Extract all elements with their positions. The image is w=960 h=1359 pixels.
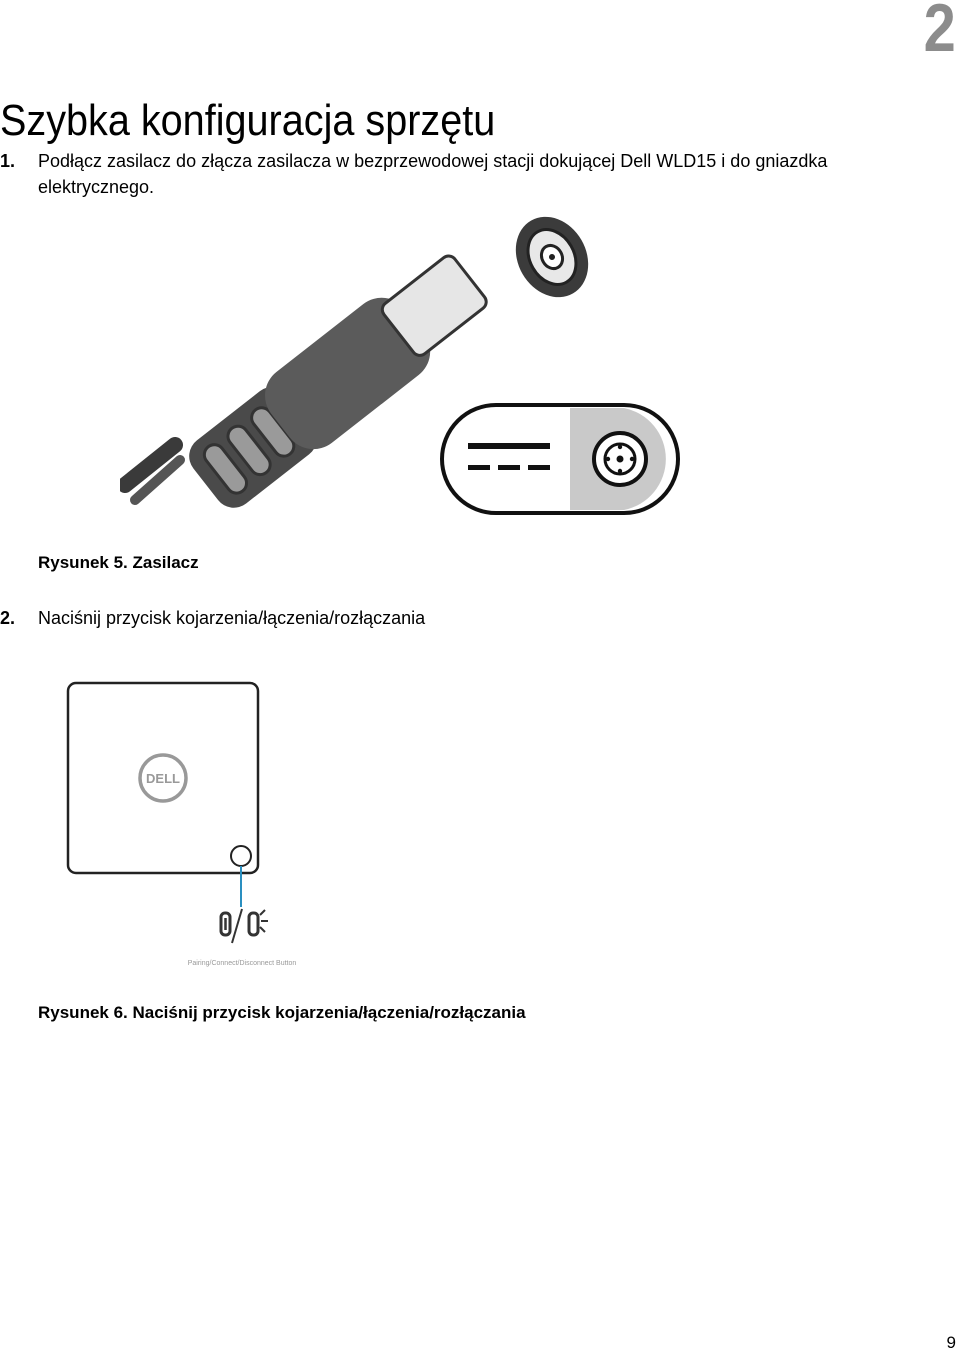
cable-icon [125, 445, 180, 500]
step-number: 2. [0, 608, 16, 628]
button-label: Pairing/Connect/Disconnect Button [187, 960, 297, 967]
step-number: 1. [0, 151, 16, 171]
slash-divider [232, 909, 242, 943]
docking-station-figure [60, 675, 330, 975]
dc-power-port-icon [442, 405, 678, 513]
unlink-icon [249, 910, 268, 935]
svg-text:DELL: DELL [146, 771, 180, 786]
figure-caption: Rysunek 6. Naciśnij przycisk kojarzenia/łączenia/rozłączania [38, 1003, 526, 1022]
plug-tip-icon [502, 205, 603, 310]
page-number: 9 [946, 1333, 956, 1352]
pairing-button [231, 846, 251, 866]
step-text: Naciśnij przycisk kojarzenia/łączenia/rozłączania [38, 608, 426, 628]
page-title: Szybka konfiguracja sprzętu [0, 96, 496, 146]
figure-caption: Rysunek 5. Zasilacz [38, 553, 199, 572]
power-adapter-figure [120, 205, 690, 525]
dell-logo [140, 755, 186, 801]
chapter-number: 2 [923, 0, 956, 66]
link-icon [221, 913, 230, 935]
step-text: Podłącz zasilacz do złącza zasilacza w bezprzewodowej stacji dokującej Dell WLD15 i do gniazdka elektrycznego. [38, 151, 828, 197]
